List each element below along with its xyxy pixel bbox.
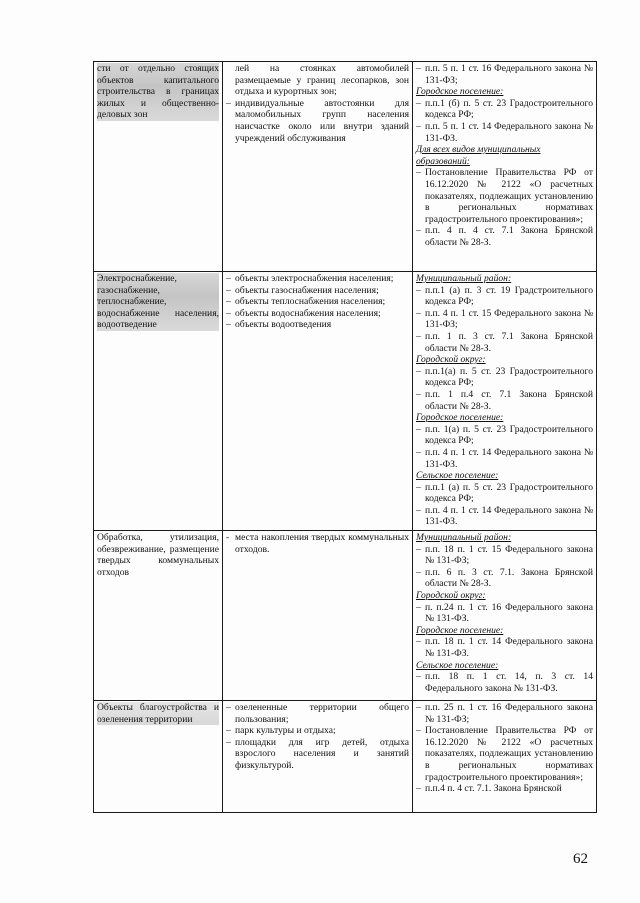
list-item bbox=[226, 532, 409, 555]
legal-reference-text: п.п.1(а) п. 5 ст. 23 Градостроительного кодекса РФ; bbox=[425, 365, 593, 389]
list-item bbox=[226, 285, 409, 297]
legal-reference bbox=[416, 725, 593, 783]
legal-reference bbox=[416, 505, 593, 528]
dash-marker: – bbox=[416, 388, 421, 400]
legal-reference bbox=[416, 447, 593, 470]
legal-reference bbox=[416, 285, 593, 308]
legal-reference bbox=[416, 636, 593, 659]
list-marker bbox=[226, 63, 235, 98]
legal-reference bbox=[416, 366, 593, 389]
legal-reference bbox=[416, 671, 593, 694]
legal-basis-cell bbox=[413, 272, 597, 531]
legal-reference bbox=[416, 602, 593, 625]
dash-marker: – bbox=[416, 543, 421, 555]
object-type-text: Обработка, утилизация, обезвреживание, размещение твердых коммунальных отходов bbox=[97, 532, 219, 578]
list-marker: – bbox=[226, 307, 231, 319]
list-marker: – bbox=[226, 736, 231, 748]
legal-reference-text: п.п. 5 п. 1 ст. 14 Федерального закона № 131-ФЗ. bbox=[425, 120, 593, 144]
list-item-text: озелененные территории общего пользования; bbox=[235, 702, 409, 725]
dash-marker: – bbox=[416, 702, 421, 714]
list-marker: – bbox=[226, 319, 231, 331]
municipality-heading: Муниципальный район: bbox=[416, 532, 512, 544]
list-item bbox=[226, 98, 409, 144]
legal-reference bbox=[416, 225, 593, 248]
legal-basis-cell bbox=[413, 701, 597, 813]
dash-marker: – bbox=[416, 671, 421, 683]
dash-marker: – bbox=[416, 446, 421, 458]
legal-reference-text: п.п. 1 п. 3 ст. 7.1 Закона Брянской области № 28-З. bbox=[425, 330, 593, 354]
legal-reference-text: Постановление Правительства РФ от 16.12.2020 № 2122 «О расчетных показателях, подлежащих установлению в региональных нормативах градостроительного проектирования»; bbox=[425, 167, 593, 225]
legal-reference-text: п.п. 4 п. 1 ст. 14 Федерального закона № 131-ФЗ. bbox=[425, 504, 593, 528]
legal-reference-text: п.п. 4 п. 4 ст. 7.1 Закона Брянской области № 28-З. bbox=[425, 225, 593, 248]
regulations-table bbox=[93, 61, 597, 813]
municipality-heading: Городской округ: bbox=[416, 590, 486, 602]
legal-reference bbox=[416, 121, 593, 144]
dash-marker: – bbox=[416, 725, 421, 737]
dash-marker: – bbox=[416, 423, 421, 435]
table-row bbox=[94, 62, 597, 272]
object-type-text: Электроснабжение, газоснабжение, теплоснабжение, водоснабжение населения, водоотведение bbox=[97, 273, 219, 331]
dash-marker: – bbox=[416, 284, 421, 296]
legal-reference-text: п.п. 4 п. 1 ст. 15 Федерального закона № 131-ФЗ; bbox=[425, 307, 593, 331]
municipality-heading: Для всех видов муниципальных образований: bbox=[416, 144, 541, 167]
list-item-text: объекты теплоснабжения населения; bbox=[235, 296, 386, 308]
list-marker: – bbox=[226, 725, 231, 737]
dash-marker: – bbox=[416, 97, 421, 109]
legal-basis-cell bbox=[413, 531, 597, 701]
list-marker: - bbox=[226, 532, 230, 544]
list-item-text: парк культуры и отдыха; bbox=[235, 725, 336, 737]
dash-marker: – bbox=[416, 636, 421, 648]
legal-reference bbox=[416, 308, 593, 331]
dash-marker: – bbox=[416, 566, 421, 578]
list-item-text: объекты газоснабжения населения; bbox=[235, 284, 379, 296]
list-item bbox=[226, 63, 409, 98]
page-number: 62 bbox=[573, 851, 588, 867]
dash-marker: – bbox=[416, 307, 421, 319]
dash-marker: – bbox=[416, 225, 421, 237]
table-body bbox=[94, 62, 597, 813]
legal-reference-text: п.п. 18 п. 1 ст. 14, п. 3 ст. 14 Федерального закона № 131-ФЗ. bbox=[425, 671, 593, 694]
dash-marker: – bbox=[416, 167, 421, 179]
object-type-text: сти от отдельно стоящих объектов капитального строительства в границах жилых и общественно-деловых зон bbox=[97, 63, 219, 121]
object-type-text: Объекты благоустройства и озеленения территории bbox=[97, 702, 219, 725]
legal-reference-text: п.п. 1 п.4 ст. 7.1 Закона Брянской области № 28-З. bbox=[425, 388, 593, 412]
objects-list-cell bbox=[223, 62, 413, 272]
legal-reference bbox=[416, 567, 593, 590]
dash-marker: – bbox=[416, 783, 421, 795]
list-marker: – bbox=[226, 97, 231, 109]
table-row bbox=[94, 531, 597, 701]
municipality-heading: Муниципальный район: bbox=[416, 273, 512, 284]
dash-marker: – bbox=[416, 601, 421, 613]
list-marker: – bbox=[226, 296, 231, 308]
list-item bbox=[226, 702, 409, 725]
legal-reference-text: п.п. 6 п. 3 ст. 7.1. Закона Брянской области № 28-З. bbox=[425, 566, 593, 590]
legal-reference-text: п.п. 1(а) п. 5 ст. 23 Градостроительного кодекса РФ; bbox=[425, 423, 593, 447]
legal-reference-text: п.п. 18 п. 1 ст. 14 Федерального закона № 131-ФЗ. bbox=[425, 636, 593, 659]
list-item-text: лей на стоянках автомобилей размещаемые у границ лесопарков, зон отдыха и курортных зон; bbox=[235, 63, 409, 98]
legal-reference bbox=[416, 424, 593, 447]
list-item bbox=[226, 725, 409, 737]
legal-reference bbox=[416, 63, 593, 86]
object-type-cell bbox=[94, 62, 223, 272]
legal-reference bbox=[416, 482, 593, 505]
list-marker: – bbox=[226, 284, 231, 296]
list-item-text: объекты водоснабжения населения; bbox=[235, 307, 381, 319]
list-item-text: объекты водоотведения bbox=[235, 319, 332, 331]
list-item bbox=[226, 296, 409, 308]
list-marker: – bbox=[226, 273, 231, 284]
objects-list-cell bbox=[223, 272, 413, 531]
municipality-heading: Городское поселение: bbox=[416, 412, 504, 424]
legal-reference-text: п.п.4 п. 4 ст. 7.1. Закона Брянской bbox=[425, 783, 562, 795]
legal-reference-text: п. п.24 п. 1 ст. 16 Федерального закона № 131-ФЗ. bbox=[425, 601, 593, 625]
legal-reference-text: п.п.1 (а) п. 5 ст. 23 Градостроительного кодекса РФ; bbox=[425, 481, 593, 505]
dash-marker: – bbox=[416, 481, 421, 493]
list-item-text: площадки для игр детей, отдыха взрослого населения и занятий физкультурой. bbox=[235, 736, 409, 772]
legal-reference bbox=[416, 389, 593, 412]
municipality-heading: Сельское поселение: bbox=[416, 659, 499, 671]
table-row bbox=[94, 272, 597, 531]
legal-reference bbox=[416, 98, 593, 121]
legal-reference bbox=[416, 702, 593, 725]
list-item bbox=[226, 737, 409, 772]
legal-reference bbox=[416, 167, 593, 225]
dash-marker: – bbox=[416, 504, 421, 516]
objects-list-cell bbox=[223, 701, 413, 813]
municipality-heading: Городской округ: bbox=[416, 354, 486, 366]
objects-list-cell bbox=[223, 531, 413, 701]
legal-reference-text: п.п. 5 п. 1 ст. 16 Федерального закона № 131-ФЗ; bbox=[425, 63, 593, 86]
object-type-cell bbox=[94, 701, 223, 813]
municipality-heading: Городское поселение: bbox=[416, 624, 504, 636]
municipality-heading: Сельское поселение: bbox=[416, 470, 499, 482]
legal-reference-text: п.п. 18 п. 1 ст. 15 Федерального закона № 131-ФЗ; bbox=[425, 543, 593, 567]
dash-marker: – bbox=[416, 63, 421, 74]
municipality-heading: Городское поселение: bbox=[416, 86, 504, 98]
object-type-cell bbox=[94, 531, 223, 701]
legal-reference bbox=[416, 783, 593, 795]
legal-reference-text: п.п. 4 п. 1 ст. 14 Федерального закона № 131-ФЗ. bbox=[425, 446, 593, 470]
list-item bbox=[226, 273, 409, 285]
list-item-text: индивидуальные автостоянки для маломобильных групп населения наисчастке около или внутри зданий учреждений обслуживания bbox=[235, 97, 409, 144]
dash-marker: – bbox=[416, 120, 421, 132]
list-marker: – bbox=[226, 702, 231, 714]
legal-reference bbox=[416, 331, 593, 354]
dash-marker: – bbox=[416, 330, 421, 342]
legal-basis-cell bbox=[413, 62, 597, 272]
list-item-text: объекты электроснабжения населения; bbox=[235, 273, 394, 284]
legal-reference-text: Постановление Правительства РФ от 16.12.2020 № 2122 «О расчетных показателях, подлежащих установлению в региональных нормативах градостроительного проектирования»; bbox=[425, 725, 593, 783]
legal-reference-text: п.п.1 (а) п. 3 ст. 19 Градстроительного кодекса РФ; bbox=[425, 284, 593, 308]
legal-reference-text: п.п.1 (б) п. 5 ст. 23 Градостроительного кодекса РФ; bbox=[425, 97, 593, 121]
legal-reference bbox=[416, 544, 593, 567]
legal-reference-text: п.п. 25 п. 1 ст. 16 Федерального закона № 131-ФЗ; bbox=[425, 702, 593, 725]
list-item bbox=[226, 319, 409, 331]
dash-marker: – bbox=[416, 365, 421, 377]
list-item-text: места накопления твердых коммунальных отходов. bbox=[235, 532, 409, 555]
object-type-cell bbox=[94, 272, 223, 531]
table-row bbox=[94, 701, 597, 813]
list-item bbox=[226, 308, 409, 320]
